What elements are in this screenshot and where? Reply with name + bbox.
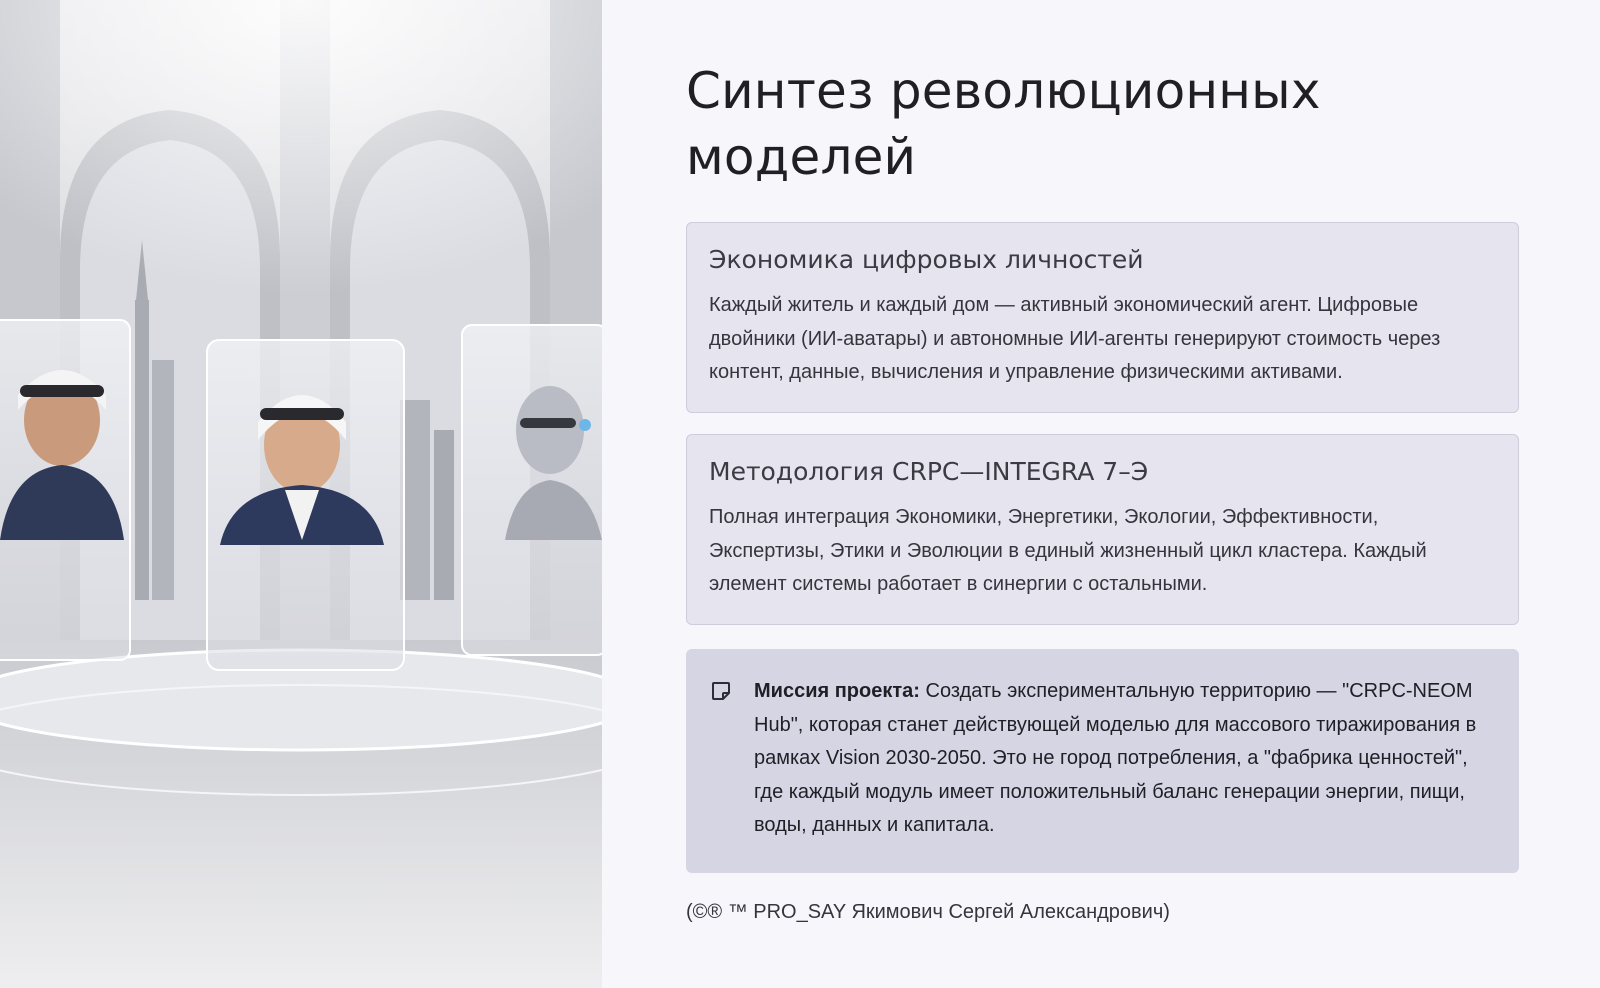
info-card-digital-economy [686, 222, 1519, 413]
mission-callout [686, 649, 1519, 873]
info-card-methodology [686, 434, 1519, 625]
content-column [686, 0, 1521, 988]
note-icon [710, 680, 732, 702]
hero-image [0, 0, 602, 988]
page-title: Синтез революционных моделей [686, 62, 1321, 186]
card-title: Методология CRPC—INTEGRA 7–Э [709, 457, 1149, 486]
mission-label: Миссия проекта: [754, 680, 920, 702]
card-text: Каждый житель и каждый дом — активный экономический агент. Цифровые двойники (ИИ-аватары) и автономные ИИ-агенты генерируют стоимость через контент, данные, вычисления и управление физическими активами. [709, 294, 1441, 383]
copyright-text: (©® ™ PRO_SAY Якимович Сергей Александрович) [686, 901, 1170, 923]
card-text: Полная интеграция Экономики, Энергетики, Экологии, Эффективности, Экспертизы, Этики и Эволюции в единый жизненный цикл кластера. Каждый элемент системы работает в синергии с остальными. [709, 506, 1427, 595]
mission-text [754, 675, 1497, 843]
mission-body: Создать экспериментальную территорию — "CRPC-NEOM Hub", которая станет действующей моделью для массового тиражирования в рамках Vision 2030-2050. Это не город потребления, а "фабрика ценностей", где каждый модуль имеет положительный баланс генерации энергии, пищи, воды, данных и капитала. [754, 680, 1477, 836]
card-title: Экономика цифровых личностей [709, 245, 1144, 274]
